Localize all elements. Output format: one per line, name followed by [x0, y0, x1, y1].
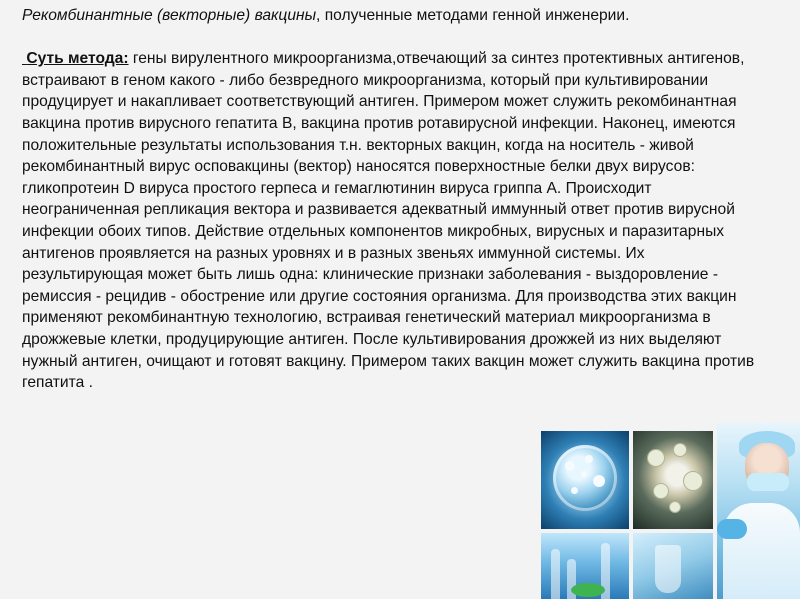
scientist-image: [717, 423, 800, 599]
microscope-cells-image: [633, 431, 713, 529]
method-label: [22, 50, 129, 67]
lab-flask-image: [633, 533, 713, 599]
slide-text: [22, 5, 757, 394]
lab-photo-collage: [541, 423, 800, 599]
method-body: гены вирулентного микроорганизма,отвечающий за синтез протективных антигенов, встраивают в геном какого - либо безвредного микроорганизма, который при культивировании продуцирует и накапливает соответствующий антиген. Примером может служить рекомбинантная вакцина против вирусного гепатита В, вакцина против ротавирусной инфекции. Наконец, имеются положительные результаты использования т.н. векторных вакцин, когда на носитель - живой рекомбинантный вирус осповакцины (вектор) наносятся поверхностные белки двух вирусов: гликопротеин D вируса простого герпеса и гемаглютинин вируса гриппа А. Происходит неограниченная репликация вектора и развивается адекватный иммунный ответ против вирусной инфекции обоих типов. Действие отдельных компонентов микробных, вирусных и паразитарных антигенов проявляется на разных уровнях и в разных звеньях иммунной системы. Их результирующая может быть лишь одна: клинические признаки заболевания - выздоровление - ремиссия - рецидив - обострение или другие состояния организма. Для производства этих вакцин применяют рекомбинантную технологию, встраивая генетический материал микроорганизма в дрожжевые клетки, продуцирующие антиген. После культивирования дрожжей из них выделяют нужный антиген, очищают и готовят вакцину. Примером таких вакцин может служить вакцина против гепатита .: [22, 50, 755, 392]
method-label-text: Суть метода:: [26, 50, 129, 68]
intro-rest: , полученные методами генной инженерии.: [316, 7, 630, 24]
intro-line: [22, 5, 757, 27]
method-paragraph: [22, 48, 757, 394]
intro-title: Рекомбинантные (векторные) вакцины: [22, 7, 317, 24]
petri-dish-image: [541, 431, 629, 529]
test-tubes-image: [541, 533, 629, 599]
